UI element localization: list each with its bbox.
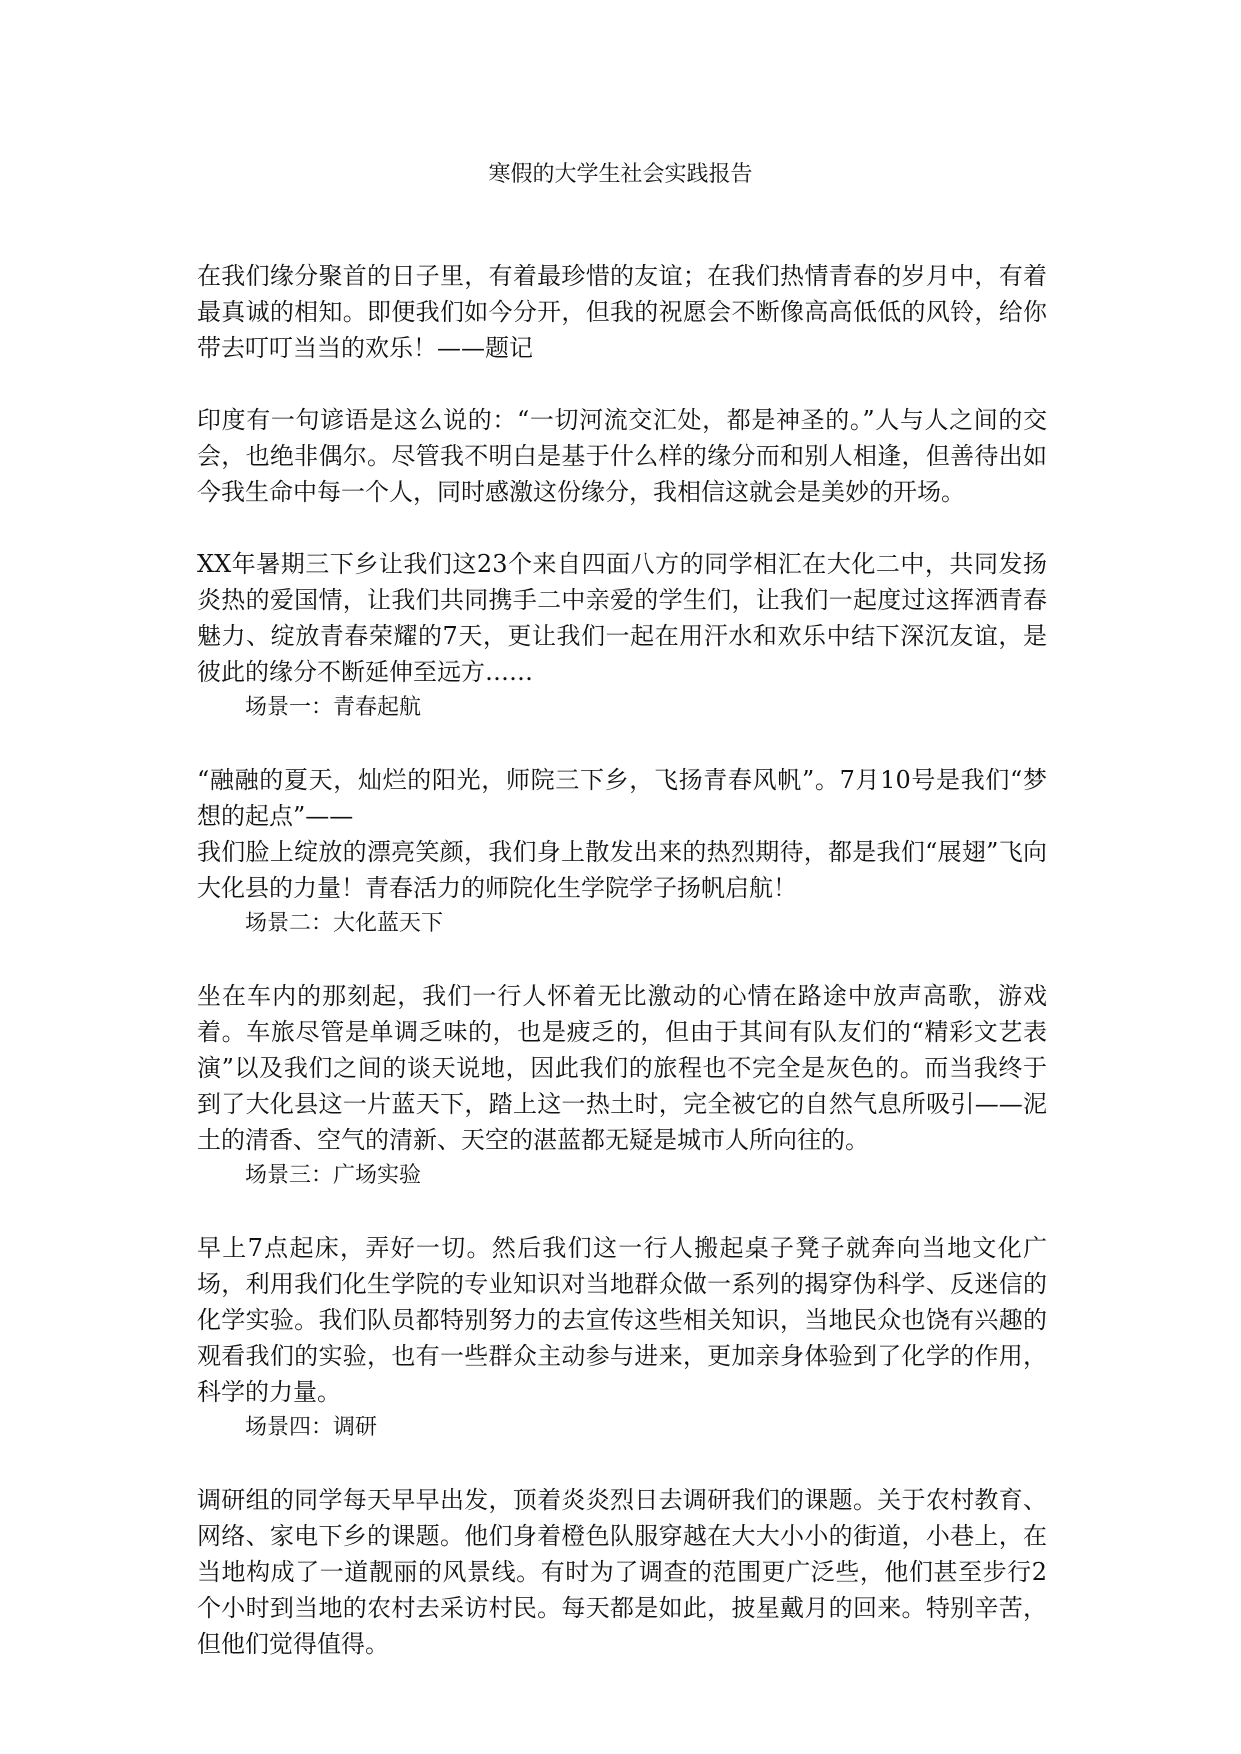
epigraph-paragraph: 在我们缘分聚首的日子里，有着最珍惜的友谊；在我们热情青春的岁月中，有着最真诚的相知。即便我们如今分开，但我的祝愿会不断像高高低低的风铃，给你带去叮叮当当的欢乐！——题记 — [197, 262, 1047, 362]
scene-3-paragraph: 早上7点起床，弄好一切。然后我们这一行人搬起桌子凳子就奔向当地文化广场，利用我们化生学院的专业知识对当地群众做一系列的揭穿伪科学、反迷信的化学实验。我们队员都特别努力的去宣传这些相关知识，当地民众也饶有兴趣的观看我们的实验，也有一些群众主动参与进来，更加亲身体验到了化学的作用，科学的力量。 — [197, 1234, 1047, 1406]
scene-4-heading: 场景四：调研 — [245, 1415, 378, 1440]
intro-paragraph: XX年暑期三下乡让我们这23个来自四面八方的同学相汇在大化二中，共同发扬炎热的爱国情，让我们共同携手二中亲爱的学生们，让我们一起度过这挥洒青春魅力、绽放青春荣耀的7天，更让我们一起在用汗水和欢乐中结下深沉友谊，是彼此的缘分不断延伸至远方…… — [197, 550, 1047, 686]
scene-1-paragraph-b: 我们脸上绽放的漂亮笑颜，我们身上散发出来的热烈期待，都是我们“展翅”飞向大化县的力量！青春活力的师院化生学院学子扬帆启航！ — [197, 838, 1047, 902]
scene-3-heading: 场景三：广场实验 — [245, 1163, 422, 1188]
scene-1-paragraph-a: “融融的夏天，灿烂的阳光，师院三下乡，飞扬青春风帆”。7月10号是我们“梦想的起点”—— — [197, 766, 1047, 830]
proverb-paragraph: 印度有一句谚语是这么说的：“一切河流交汇处，都是神圣的。”人与人之间的交会，也绝非偶尔。尽管我不明白是基于什么样的缘分而和别人相逢，但善待出如今我生命中每一个人，同时感激这份缘分，我相信这就会是美妙的开场。 — [197, 406, 1047, 506]
document-title: 寒假的大学生社会实践报告 — [488, 162, 753, 187]
scene-1-heading: 场景一：青春起航 — [245, 695, 422, 720]
document-body — [197, 258, 1047, 1662]
scene-2-heading: 场景二：大化蓝天下 — [245, 911, 444, 936]
scene-2-paragraph: 坐在车内的那刻起，我们一行人怀着无比激动的心情在路途中放声高歌，游戏着。车旅尽管是单调乏味的，也是疲乏的，但由于其间有队友们的“精彩文艺表演”以及我们之间的谈天说地，因此我们的旅程也不完全是灰色的。而当我终于到了大化县这一片蓝天下，踏上这一热土时，完全被它的自然气息所吸引——泥土的清香、空气的清新、天空的湛蓝都无疑是城市人所向往的。 — [197, 982, 1047, 1154]
scene-4-paragraph: 调研组的同学每天早早出发，顶着炎炎烈日去调研我们的课题。关于农村教育、网络、家电下乡的课题。他们身着橙色队服穿越在大大小小的街道，小巷上，在当地构成了一道靓丽的风景线。有时为了调查的范围更广泛些，他们甚至步行2个小时到当地的农村去采访村民。每天都是如此，披星戴月的回来。特别辛苦，但他们觉得值得。 — [197, 1486, 1047, 1658]
